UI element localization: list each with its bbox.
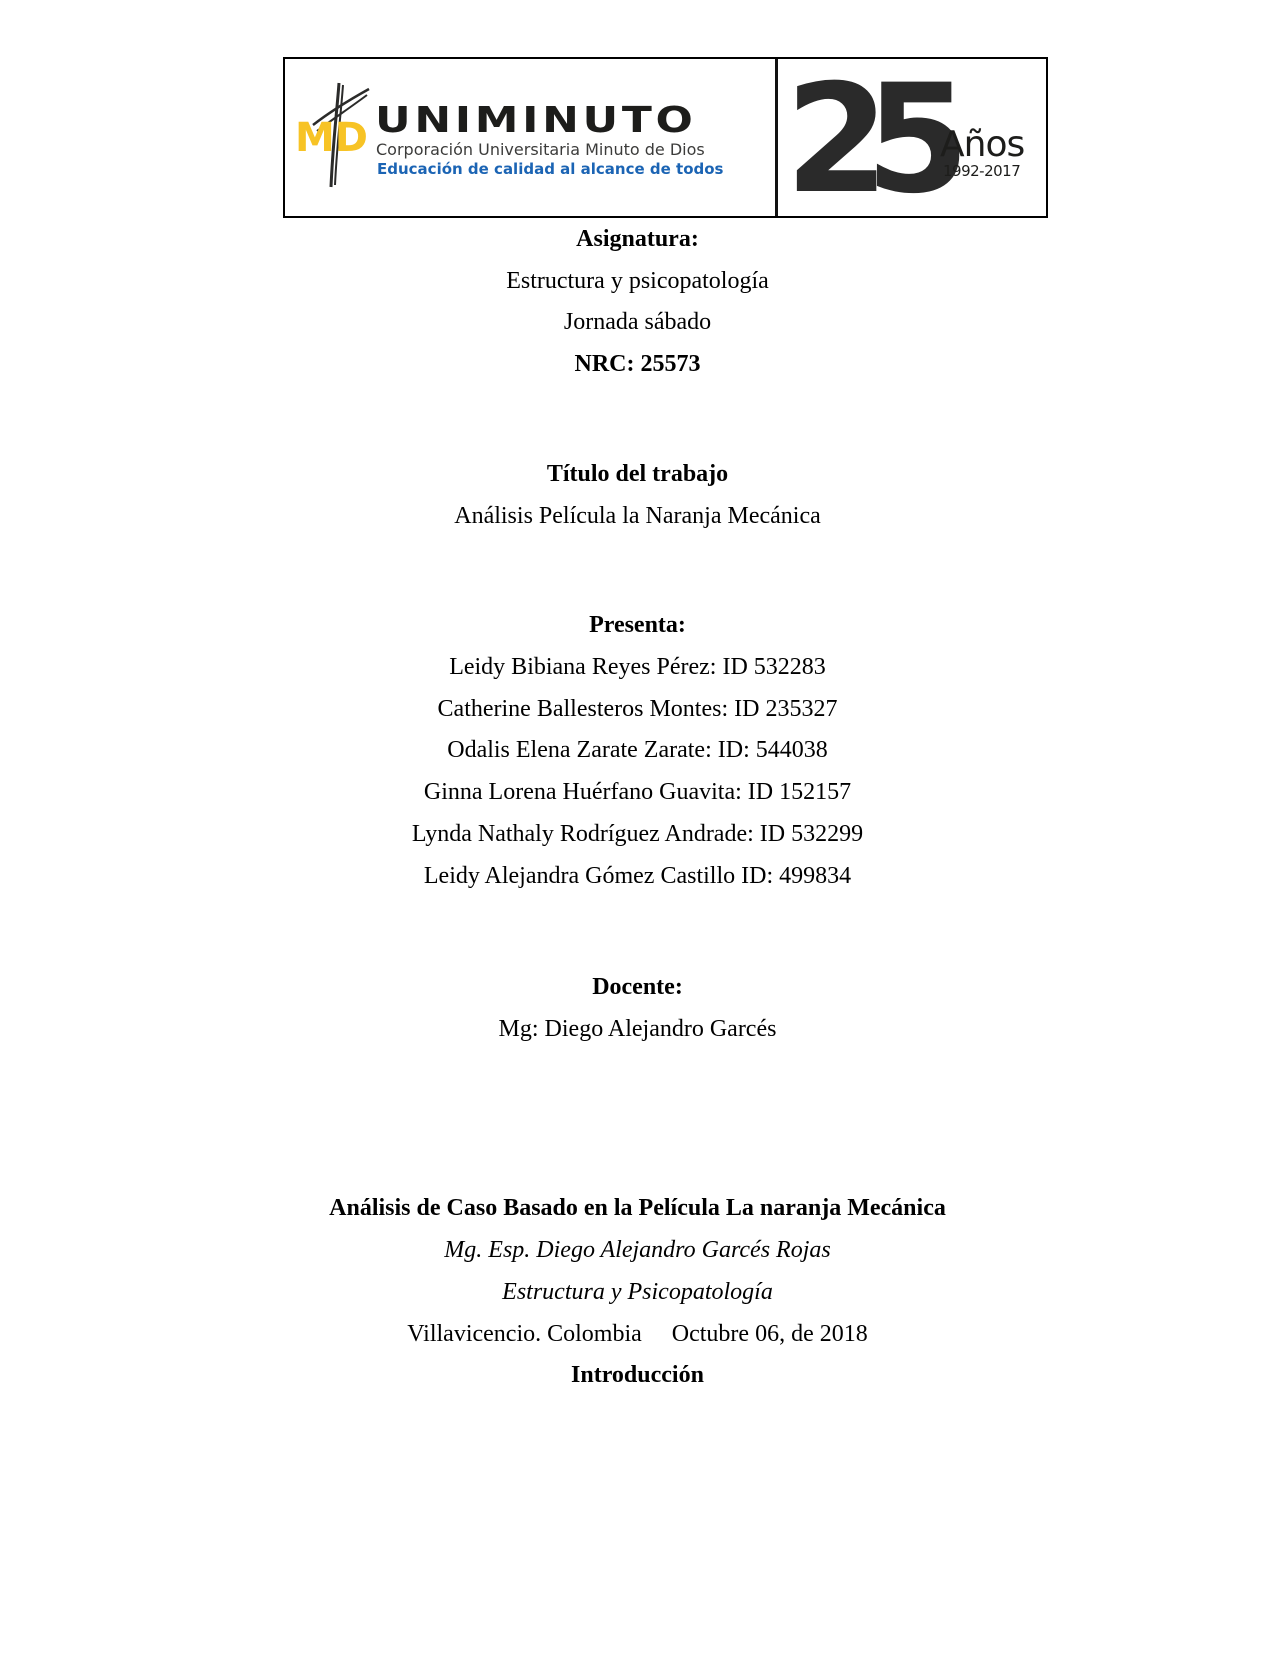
banner-divider (775, 59, 778, 216)
analysis-place: Villavicencio. Colombia (407, 1321, 642, 1347)
anniversary-years: 1992-2017 (943, 162, 1021, 180)
corporation-name: Corporación Universitaria Minuto de Dios (376, 140, 705, 159)
analysis-author: Mg. Esp. Diego Alejandro Garcés Rojas (444, 1237, 831, 1263)
subject-name: Estructura y psicopatología (506, 268, 769, 294)
uniminuto-logo-mark (293, 81, 373, 191)
subject-nrc: NRC: 25573 (574, 351, 701, 377)
md-initials: MD (295, 115, 369, 161)
place-and-date (0, 1319, 1275, 1349)
author-item: Ginna Lorena Huérfano Guavita: ID 152157 (423, 779, 852, 805)
university-slogan: Educación de calidad al alcance de todos (377, 160, 724, 178)
uniminuto-wordmark: UNIMINUTO (375, 100, 697, 141)
analysis-course: Estructura y Psicopatología (502, 1279, 773, 1305)
section-heading: Introducción (571, 1362, 704, 1388)
anniversary-number: 25 (785, 61, 946, 211)
work-title: Análisis Película la Naranja Mecánica (454, 503, 821, 529)
author-item: Odalis Elena Zarate Zarate: ID: 544038 (447, 737, 828, 763)
author-item: Catherine Ballesteros Montes: ID 235327 (437, 696, 838, 722)
author-item: Leidy Alejandra Gómez Castillo ID: 499834 (423, 863, 852, 889)
anniversary-word: Años (940, 124, 1025, 165)
header-banner (283, 57, 1048, 218)
author-item: Lynda Nathaly Rodríguez Andrade: ID 532299 (411, 821, 864, 847)
author-item: Leidy Bibiana Reyes Pérez: ID 532283 (449, 654, 826, 680)
subject-schedule: Jornada sábado (563, 309, 712, 335)
analysis-title: Análisis de Caso Basado en la Película La naranja Mecánica (329, 1195, 946, 1221)
work-heading: Título del trabajo (546, 461, 729, 487)
authors-heading: Presenta: (589, 612, 686, 638)
teacher-heading: Docente: (592, 974, 683, 1000)
subject-heading: Asignatura: (576, 226, 699, 252)
teacher-name: Mg: Diego Alejandro Garcés (498, 1016, 777, 1042)
analysis-date: Octubre 06, de 2018 (671, 1321, 868, 1347)
